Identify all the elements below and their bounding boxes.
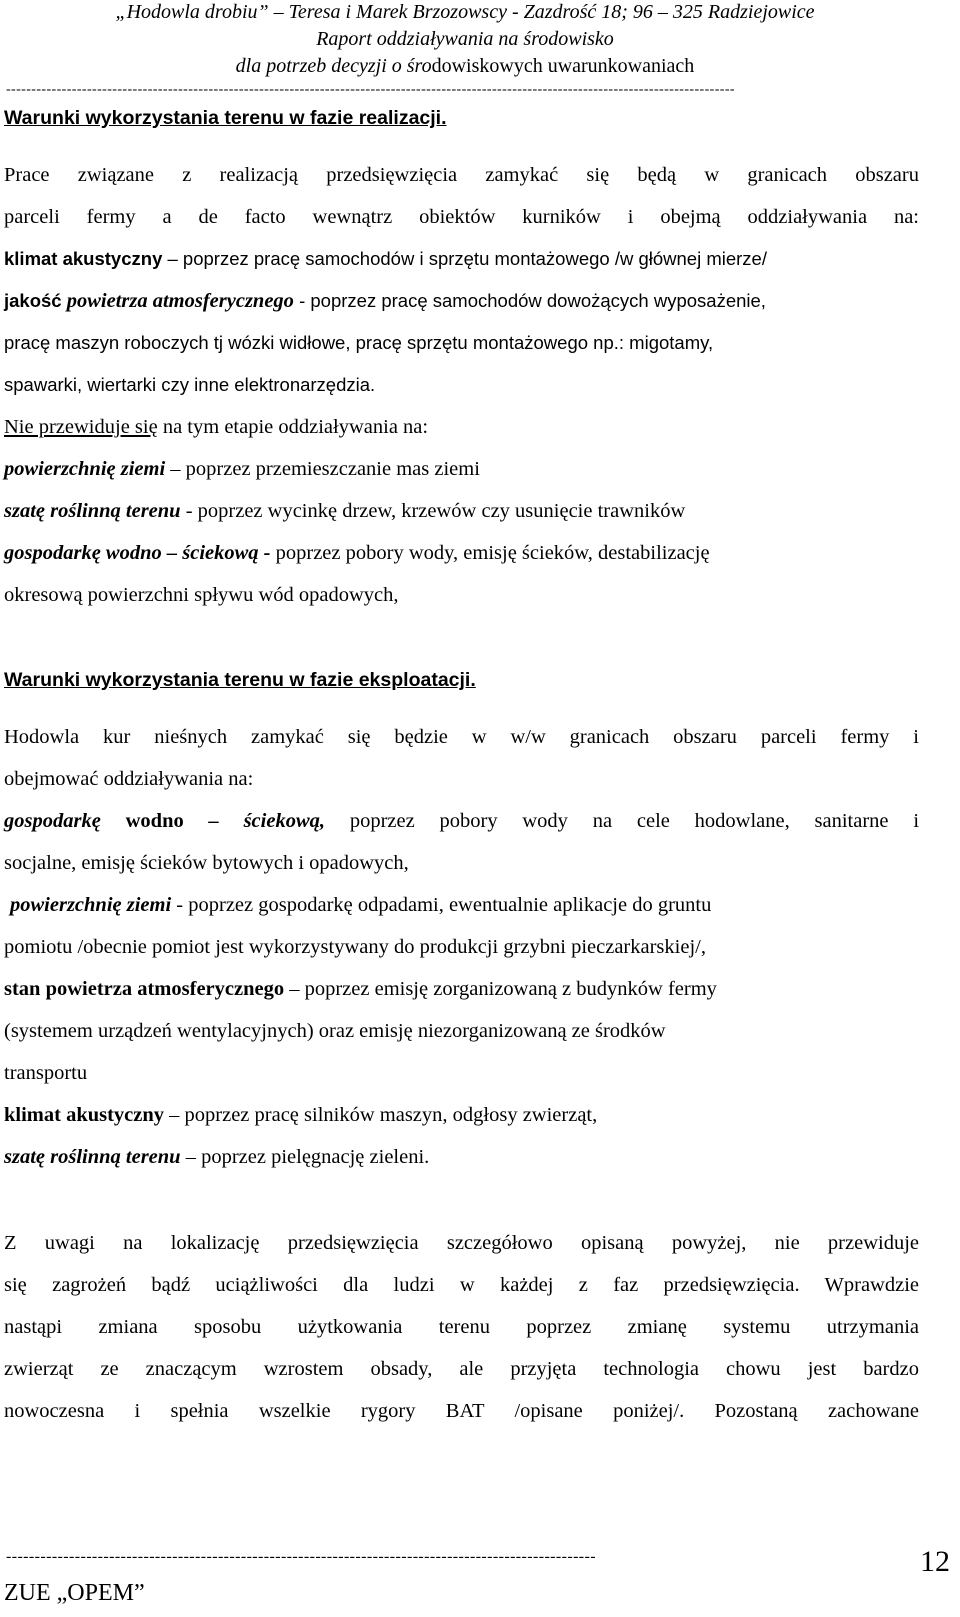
header-purpose-normal: dowiskowych uwarunkowaniach bbox=[431, 55, 695, 77]
term-description: – poprzez pracę samochodów i sprzętu montażowego /w głównej mierze/ bbox=[162, 248, 767, 269]
page-number: 12 bbox=[920, 1545, 950, 1578]
paragraph-line: się zagrożeń bądź uciążliwości dla ludzi w każdej z faz przedsięwzięcia. Wprawdzie bbox=[4, 1274, 919, 1296]
term-water-b: wodno bbox=[100, 810, 184, 832]
header-purpose bbox=[0, 54, 930, 78]
term-air-a: jakość bbox=[4, 290, 62, 311]
paragraph-line: spawarki, wiertarki czy inne elektronarzędzia. bbox=[4, 374, 376, 395]
term-soil: powierzchnię ziemi bbox=[10, 894, 172, 916]
paragraph-line: (systemem urządzeń wentylacyjnych) oraz emisję niezorganizowaną ze środków bbox=[4, 1020, 666, 1042]
term-noise: klimat akustyczny bbox=[4, 1104, 165, 1126]
term-noise: klimat akustyczny bbox=[4, 248, 163, 269]
term-description: - poprzez wycinkę drzew, krzewów czy usunięcie trawników bbox=[180, 500, 686, 522]
paragraph-line bbox=[4, 496, 685, 526]
term-air: stan powietrza atmosferycznego bbox=[4, 978, 285, 1000]
term-soil: powierzchnię ziemi bbox=[4, 458, 166, 480]
section-heading-realization: Warunki wykorzystania terenu w fazie realizacji. bbox=[4, 107, 447, 129]
not-expected-underlined: Nie przewiduje się bbox=[4, 416, 158, 438]
paragraph-line: pracę maszyn roboczych tj wózki widłowe, pracę sprzętu montażowego np.: migotamy, bbox=[4, 332, 714, 353]
term-water: gospodarkę wodno – ściekową - bbox=[4, 542, 271, 564]
paragraph-line bbox=[4, 286, 766, 316]
header-subtitle: Raport oddziaływania na środowisko bbox=[316, 28, 614, 50]
paragraph-line bbox=[4, 1142, 429, 1172]
footer-company: ZUE „OPEM” bbox=[4, 1580, 145, 1606]
paragraph-line: nowoczesna i spełnia wszelkie rygory BAT /opisane poniżej/. Pozostaną zachowane bbox=[4, 1400, 919, 1422]
term-description: poprzez pobory wody na cele hodowlane, sanitarne i bbox=[325, 810, 920, 832]
paragraph-line: socjalne, emisję ścieków bytowych i opadowych, bbox=[4, 852, 409, 874]
term-water-c: – ściekową, bbox=[183, 810, 326, 832]
footer-separator: ------------------------------------------------------------------------------------------------------- bbox=[6, 1548, 596, 1565]
term-description: – poprzez emisję zorganizowaną z budynków fermy bbox=[284, 978, 717, 1000]
term-description: – poprzez przemieszczanie mas ziemi bbox=[165, 458, 480, 480]
paragraph-line bbox=[4, 244, 767, 274]
paragraph-line: Hodowla kur nieśnych zamykać się będzie w w/w granicach obszaru parceli fermy i bbox=[4, 726, 919, 748]
paragraph-line bbox=[10, 890, 711, 920]
paragraph-line: transportu bbox=[4, 1062, 88, 1084]
paragraph-line bbox=[4, 974, 717, 1004]
term-description: - poprzez pracę samochodów dowożących wyposażenie, bbox=[293, 290, 766, 311]
paragraph-line bbox=[4, 454, 480, 484]
header-title: „Hodowla drobiu” – Teresa i Marek Brzozowscy - Zazdrość 18; 96 – 325 Radziejowice bbox=[115, 1, 815, 23]
paragraph-line: zwierząt ze znaczącym wzrostem obsady, ale przyjęta technologia chowu jest bardzo bbox=[4, 1358, 919, 1380]
term-description: poprzez pobory wody, emisję ścieków, destabilizację bbox=[270, 542, 710, 564]
header-separator: ------------------------------------------------------------------------------------------------------------------------------------------------ bbox=[6, 82, 735, 97]
term-air-b: powietrza atmosferycznego bbox=[61, 290, 294, 312]
paragraph-line: pomiotu /obecnie pomiot jest wykorzystywany do produkcji grzybni pieczarkarskiej/, bbox=[4, 936, 706, 958]
term-vegetation: szatę roślinną terenu bbox=[4, 500, 181, 522]
header-purpose-italic: dla potrzeb decyzji o śro bbox=[235, 55, 432, 77]
paragraph-line: Z uwagi na lokalizację przedsięwzięcia szczegółowo opisaną powyżej, nie przewiduje bbox=[4, 1232, 919, 1254]
term-description: - poprzez gospodarkę odpadami, ewentualnie aplikacje do gruntu bbox=[171, 894, 712, 916]
term-description: – poprzez pielęgnację zieleni. bbox=[180, 1146, 430, 1168]
term-vegetation: szatę roślinną terenu bbox=[4, 1146, 181, 1168]
paragraph-line: obejmować oddziaływania na: bbox=[4, 768, 254, 790]
paragraph-line: Prace związane z realizacją przedsięwzięcia zamykać się będą w granicach obszaru bbox=[4, 164, 919, 186]
paragraph-line: nastąpi zmiana sposobu użytkowania terenu poprzez zmianę systemu utrzymania bbox=[4, 1316, 919, 1338]
paragraph-line bbox=[4, 538, 710, 568]
paragraph-line bbox=[4, 412, 428, 442]
paragraph-line bbox=[4, 1100, 597, 1130]
paragraph-line: parceli fermy a de facto wewnątrz obiektów kurników i obejmą oddziaływania na: bbox=[4, 206, 919, 228]
paragraph-line: okresową powierzchni spływu wód opadowych, bbox=[4, 584, 399, 606]
paragraph-line bbox=[4, 806, 919, 836]
text: na tym etapie oddziaływania na: bbox=[157, 416, 429, 438]
term-water-a: gospodarkę bbox=[4, 810, 101, 832]
term-description: – poprzez pracę silników maszyn, odgłosy zwierząt, bbox=[164, 1104, 598, 1126]
section-heading-exploitation: Warunki wykorzystania terenu w fazie eksploatacji. bbox=[4, 669, 476, 691]
